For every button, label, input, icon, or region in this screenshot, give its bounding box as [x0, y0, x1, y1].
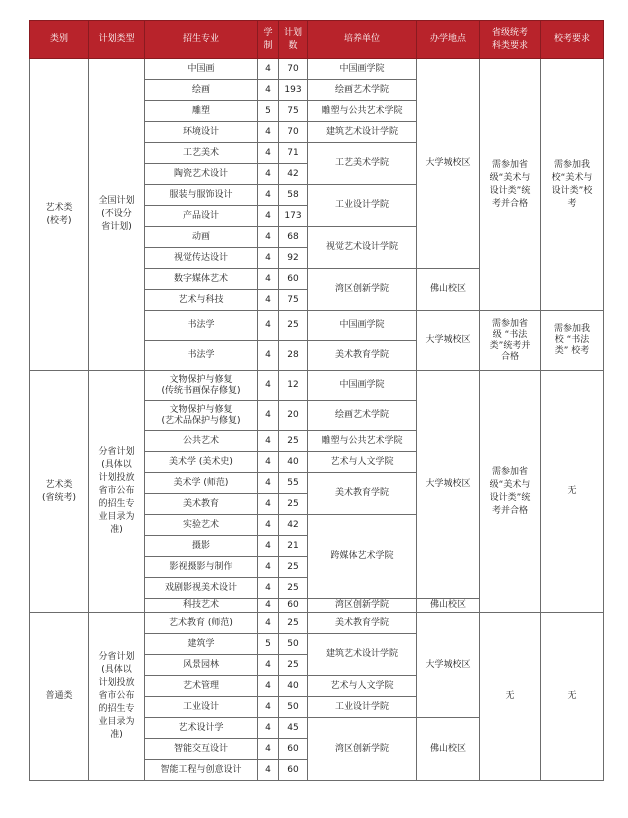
- quota-cell: 25: [279, 613, 308, 634]
- header-years: 学 制: [258, 21, 279, 59]
- quota-cell: 75: [279, 101, 308, 122]
- college-cell: 中国画学院: [308, 371, 417, 401]
- header-provincial-exam: 省级统考 科类要求: [480, 21, 541, 59]
- quota-cell: 55: [279, 473, 308, 494]
- header-category: 类别: [30, 21, 89, 59]
- quota-cell: 25: [279, 557, 308, 578]
- provincial-exam-cell: 无: [480, 613, 541, 781]
- quota-cell: 42: [279, 164, 308, 185]
- major-cell: 实验艺术: [145, 515, 258, 536]
- years-cell: 4: [258, 697, 279, 718]
- provincial-exam-cell: 需参加省 级 “书法 类”统考并 合格: [480, 311, 541, 371]
- major-cell: 产品设计: [145, 206, 258, 227]
- college-cell: 美术教育学院: [308, 341, 417, 371]
- campus-cell: 佛山校区: [417, 718, 480, 781]
- college-cell: 湾区创新学院: [308, 718, 417, 781]
- college-cell: 建筑艺术设计学院: [308, 634, 417, 676]
- college-cell: 雕塑与公共艺术学院: [308, 431, 417, 452]
- years-cell: 4: [258, 760, 279, 781]
- school-exam-cell: 无: [541, 613, 604, 781]
- table-row: [30, 371, 604, 401]
- quota-cell: 58: [279, 185, 308, 206]
- quota-cell: 25: [279, 431, 308, 452]
- major-cell: 艺术教育 (师范): [145, 613, 258, 634]
- major-cell: 视觉传达设计: [145, 248, 258, 269]
- college-cell: 绘画艺术学院: [308, 80, 417, 101]
- quota-cell: 68: [279, 227, 308, 248]
- campus-cell: 大学城校区: [417, 311, 480, 371]
- table-row: [30, 59, 604, 80]
- quota-cell: 71: [279, 143, 308, 164]
- quota-cell: 21: [279, 536, 308, 557]
- major-cell: 数字媒体艺术: [145, 269, 258, 290]
- major-cell: 书法学: [145, 311, 258, 341]
- college-cell: 艺术与人文学院: [308, 452, 417, 473]
- quota-cell: 20: [279, 401, 308, 431]
- major-cell: 智能工程与创意设计: [145, 760, 258, 781]
- major-cell: 文物保护与修复 (传统书画保存修复): [145, 371, 258, 401]
- campus-cell: 大学城校区: [417, 613, 480, 718]
- years-cell: 4: [258, 80, 279, 101]
- header-row: [30, 21, 604, 59]
- school-exam-cell: 无: [541, 371, 604, 613]
- major-cell: 智能交互设计: [145, 739, 258, 760]
- years-cell: 4: [258, 578, 279, 599]
- plan-type-cell: 分省计划 (具体以 计划投放 省市公布 的招生专 业目录为 准): [89, 613, 145, 781]
- quota-cell: 25: [279, 655, 308, 676]
- years-cell: 4: [258, 739, 279, 760]
- quota-cell: 50: [279, 697, 308, 718]
- school-exam-cell: 需参加我 校 “书法 类” 校考: [541, 311, 604, 371]
- header-campus: 办学地点: [417, 21, 480, 59]
- years-cell: 4: [258, 311, 279, 341]
- major-cell: 建筑学: [145, 634, 258, 655]
- major-cell: 风景园林: [145, 655, 258, 676]
- plan-type-cell: 分省计划 (具体以 计划投放 省市公布 的招生专 业目录为 准): [89, 371, 145, 613]
- college-cell: 艺术与人文学院: [308, 676, 417, 697]
- quota-cell: 25: [279, 578, 308, 599]
- major-cell: 美术教育: [145, 494, 258, 515]
- quota-cell: 50: [279, 634, 308, 655]
- years-cell: 4: [258, 248, 279, 269]
- major-cell: 雕塑: [145, 101, 258, 122]
- header-plan-type: 计划类型: [89, 21, 145, 59]
- major-cell: 绘画: [145, 80, 258, 101]
- campus-cell: 佛山校区: [417, 269, 480, 311]
- major-cell: 工艺美术: [145, 143, 258, 164]
- quota-cell: 60: [279, 599, 308, 613]
- college-cell: 湾区创新学院: [308, 599, 417, 613]
- quota-cell: 60: [279, 269, 308, 290]
- years-cell: 4: [258, 473, 279, 494]
- major-cell: 艺术管理: [145, 676, 258, 697]
- years-cell: 4: [258, 185, 279, 206]
- years-cell: 4: [258, 557, 279, 578]
- college-cell: 绘画艺术学院: [308, 401, 417, 431]
- quota-cell: 25: [279, 494, 308, 515]
- campus-cell: 大学城校区: [417, 371, 480, 599]
- major-cell: 陶瓷艺术设计: [145, 164, 258, 185]
- years-cell: 4: [258, 59, 279, 80]
- header-major: 招生专业: [145, 21, 258, 59]
- school-exam-cell: 需参加我 校“美术与 设计类”校 考: [541, 59, 604, 311]
- major-cell: 动画: [145, 227, 258, 248]
- category-cell: 艺术类 (省统考): [30, 371, 89, 613]
- years-cell: 4: [258, 599, 279, 613]
- major-cell: 服装与服饰设计: [145, 185, 258, 206]
- college-cell: 跨媒体艺术学院: [308, 515, 417, 599]
- years-cell: 4: [258, 164, 279, 185]
- years-cell: 5: [258, 634, 279, 655]
- major-cell: 美术学 (师范): [145, 473, 258, 494]
- years-cell: 4: [258, 676, 279, 697]
- major-cell: 书法学: [145, 341, 258, 371]
- header-school-exam: 校考要求: [541, 21, 604, 59]
- major-cell: 科技艺术: [145, 599, 258, 613]
- college-cell: 美术教育学院: [308, 613, 417, 634]
- years-cell: 4: [258, 269, 279, 290]
- major-cell: 艺术设计学: [145, 718, 258, 739]
- quota-cell: 60: [279, 739, 308, 760]
- plan-type-cell: 全国计划 (不设分 省计划): [89, 59, 145, 371]
- quota-cell: 173: [279, 206, 308, 227]
- category-cell: 普通类: [30, 613, 89, 781]
- quota-cell: 40: [279, 676, 308, 697]
- years-cell: 4: [258, 452, 279, 473]
- quota-cell: 70: [279, 122, 308, 143]
- years-cell: 4: [258, 655, 279, 676]
- college-cell: 工业设计学院: [308, 697, 417, 718]
- years-cell: 4: [258, 371, 279, 401]
- college-cell: 雕塑与公共艺术学院: [308, 101, 417, 122]
- years-cell: 4: [258, 122, 279, 143]
- college-cell: 中国画学院: [308, 59, 417, 80]
- years-cell: 4: [258, 536, 279, 557]
- college-cell: 工业设计学院: [308, 185, 417, 227]
- college-cell: 湾区创新学院: [308, 269, 417, 311]
- campus-cell: 大学城校区: [417, 59, 480, 269]
- years-cell: 4: [258, 718, 279, 739]
- quota-cell: 40: [279, 452, 308, 473]
- major-cell: 美术学 (美术史): [145, 452, 258, 473]
- years-cell: 4: [258, 290, 279, 311]
- header-college: 培养单位: [308, 21, 417, 59]
- major-cell: 公共艺术: [145, 431, 258, 452]
- provincial-exam-cell: 需参加省 级“美术与 设计类”统 考并合格: [480, 371, 541, 613]
- quota-cell: 70: [279, 59, 308, 80]
- quota-cell: 92: [279, 248, 308, 269]
- header-quota: 计划 数: [279, 21, 308, 59]
- major-cell: 工业设计: [145, 697, 258, 718]
- provincial-exam-cell: 需参加省 级“美术与 设计类”统 考并合格: [480, 59, 541, 311]
- major-cell: 摄影: [145, 536, 258, 557]
- college-cell: 工艺美术学院: [308, 143, 417, 185]
- category-cell: 艺术类 (校考): [30, 59, 89, 371]
- years-cell: 4: [258, 341, 279, 371]
- college-cell: 视觉艺术设计学院: [308, 227, 417, 269]
- years-cell: 4: [258, 206, 279, 227]
- quota-cell: 75: [279, 290, 308, 311]
- college-cell: 中国画学院: [308, 311, 417, 341]
- major-cell: 戏剧影视美术设计: [145, 578, 258, 599]
- quota-cell: 25: [279, 311, 308, 341]
- years-cell: 4: [258, 515, 279, 536]
- quota-cell: 12: [279, 371, 308, 401]
- quota-cell: 28: [279, 341, 308, 371]
- major-cell: 艺术与科技: [145, 290, 258, 311]
- quota-cell: 60: [279, 760, 308, 781]
- admissions-table: [29, 20, 604, 781]
- years-cell: 4: [258, 494, 279, 515]
- major-cell: 文物保护与修复 (艺术品保护与修复): [145, 401, 258, 431]
- years-cell: 5: [258, 101, 279, 122]
- campus-cell: 佛山校区: [417, 599, 480, 613]
- years-cell: 4: [258, 227, 279, 248]
- college-cell: 美术教育学院: [308, 473, 417, 515]
- quota-cell: 45: [279, 718, 308, 739]
- years-cell: 4: [258, 143, 279, 164]
- quota-cell: 42: [279, 515, 308, 536]
- years-cell: 4: [258, 613, 279, 634]
- quota-cell: 193: [279, 80, 308, 101]
- major-cell: 影视摄影与制作: [145, 557, 258, 578]
- college-cell: 建筑艺术设计学院: [308, 122, 417, 143]
- major-cell: 环境设计: [145, 122, 258, 143]
- major-cell: 中国画: [145, 59, 258, 80]
- table-row: [30, 613, 604, 634]
- years-cell: 4: [258, 431, 279, 452]
- years-cell: 4: [258, 401, 279, 431]
